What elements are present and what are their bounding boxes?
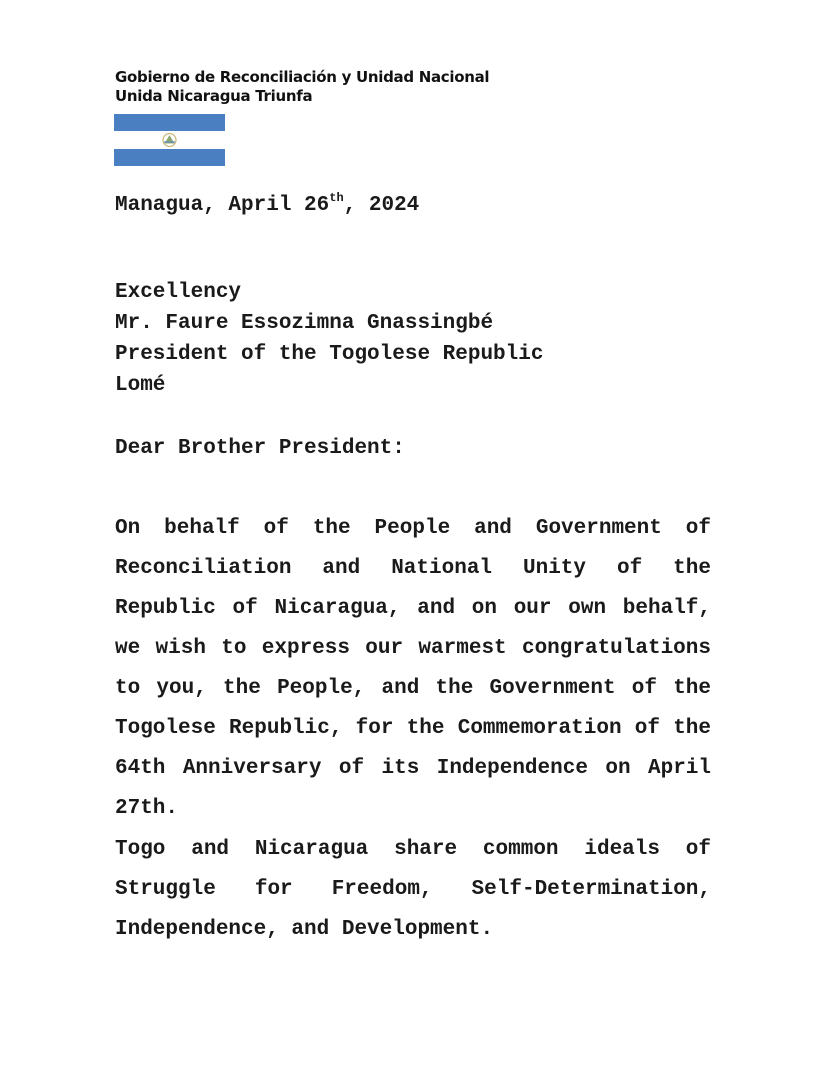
letter-date [115, 193, 419, 219]
recipient-city: Lomé [115, 374, 166, 397]
salutation: Dear Brother President: [115, 437, 405, 460]
recipient-name: Mr. Faure Essozimna Gnassingbé [115, 312, 494, 335]
recipient-title: President of the Togolese Republic [115, 343, 544, 366]
recipient-address [115, 277, 543, 401]
letterhead [115, 68, 489, 106]
date-year: , 2024 [343, 194, 420, 217]
date-ordinal-suffix: th [329, 191, 344, 205]
date-text: Managua, April 26 [115, 194, 330, 217]
body-paragraph: On behalf of the People and Government of Reconciliation and National Unity of the Republic of Nicaragua, and on our own behalf, we wish to express our warmest congratulations to you, the People, and the Government of the Togolese Republic, for the Commemoration of the 64th Anniversary of its Independence on April 27th. [115, 517, 711, 820]
nicaragua-flag-icon [114, 114, 225, 166]
letterhead-government-name: Gobierno de Reconciliación y Unidad Nacional [115, 68, 490, 86]
letterhead-slogan: Unida Nicaragua Triunfa [115, 87, 313, 105]
recipient-honorific: Excellency [115, 281, 242, 304]
body-paragraph: Togo and Nicaragua share common ideals of Struggle for Freedom, Self-Determination, Independence, and Development. [115, 838, 711, 941]
